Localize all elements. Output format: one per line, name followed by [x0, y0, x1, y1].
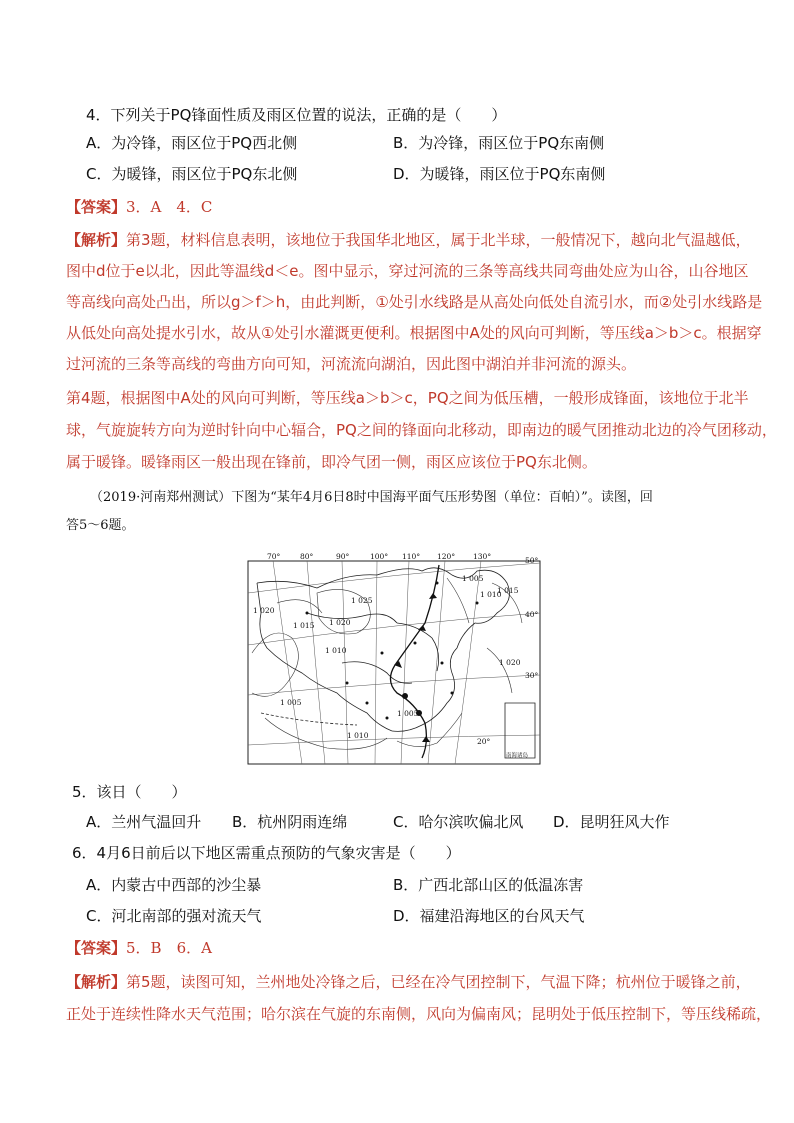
map-lon-label: 110° [402, 553, 421, 561]
analysis-line-7: 球，气旋旋转方向为逆时针向中心辐合，PQ之间的锋面向北移动，即南边的暖气团推动北边的冷气团移动， [66, 421, 777, 439]
map-lon-label: 70° [267, 553, 281, 561]
answer-block-2 [66, 938, 212, 958]
analysis-2-line-1: 【解析】第5题，读图可知，兰州地处冷锋之后，已经在冷气团控制下，气温下降；杭州位于暖锋之前， [66, 973, 751, 991]
map-isobar-label: 1 005 [280, 698, 302, 707]
map-isobar-label: 1 005 [397, 709, 419, 718]
map-lat-label: 20° [477, 737, 491, 746]
analysis-line-8: 属于暖锋。暖锋雨区一般出现在锋前，即冷气团一侧，雨区应该位于PQ东北侧。 [66, 453, 597, 471]
question-6-stem: 6．4月6日前后以下地区需重点预防的气象灾害是（ ） [72, 844, 461, 862]
section-intro-line-1: （2019·河南郑州测试）下图为“某年4月6日8时中国海平面气压形势图（单位：百帕）”。读图，回 [90, 490, 653, 505]
map-isobar-label: 1 010 [325, 646, 347, 655]
answer-label: 【答案】 [66, 198, 127, 216]
answer-label: 【答案】 [66, 939, 127, 957]
analysis-label: 【解析】 [66, 973, 127, 991]
map-isobar-label: 1 020 [329, 618, 351, 627]
answer-text: 5．B 6．A [126, 939, 212, 957]
answer-text: 3．A 4．C [126, 198, 213, 216]
map-isobar-label: 1 010 [480, 590, 502, 599]
analysis-line-1: 【解析】第3题，材料信息表明，该地位于我国华北地区，属于北半球，一般情况下，越向北气温越低， [66, 231, 751, 249]
question-4-stem: 4．下列关于PQ锋面性质及雨区位置的说法，正确的是（ ） [86, 106, 507, 124]
analysis-line-3: 等高线向高处凸出，所以g＞f＞h，由此判断，①处引水线路是从高处向低处自流引水，而②处引水线路是 [66, 293, 763, 311]
map-inset-label: 南海诸岛 [506, 753, 529, 759]
analysis-line-6: 第4题，根据图中A处的风向可判断，等压线a＞b＞c，PQ之间为低压槽，一般形成锋面，该地位于北半 [66, 389, 749, 407]
map-isobar-label: 1 010 [347, 731, 369, 740]
question-5-option-b: B．杭州阴雨连绵 [232, 813, 348, 831]
question-6-option-b: B．广西北部山区的低温冻害 [393, 876, 584, 894]
answer-block-1 [66, 197, 212, 217]
map-lat-label: 30° [525, 671, 539, 680]
question-5-option-a: A．兰州气温回升 [86, 813, 202, 831]
sea-level-pressure-map [247, 553, 541, 765]
analysis-line-5: 过河流的三条等高线的弯曲方向可知，河流流向湖泊，因此图中湖泊并非河流的源头。 [66, 355, 637, 373]
map-lat-label: 40° [525, 610, 539, 619]
map-isobar-label: 1 015 [293, 621, 315, 630]
question-4-option-d: D．为暖锋，雨区位于PQ东南侧 [393, 165, 606, 183]
analysis-line-4: 从低处向高处提水引水，故从①处引水灌溉更便利。根据图中A处的风向可判断，等压线a＞b＞c。根据穿 [66, 324, 762, 342]
question-4-option-c: C．为暖锋，雨区位于PQ东北侧 [86, 165, 298, 183]
map-lat-label: 50° [525, 556, 539, 565]
map-isobar-label: 1 005 [462, 574, 484, 583]
map-lon-label: 100° [370, 553, 389, 561]
map-lon-label: 90° [336, 553, 350, 561]
question-5-option-c: C．哈尔滨吹偏北风 [393, 813, 524, 831]
map-lon-label: 120° [437, 553, 456, 561]
question-5-stem: 5．该日（ ） [72, 783, 187, 801]
analysis-line-2: 图中d位于e以北，因此等温线d＜e。图中显示，穿过河流的三条等高线共同弯曲处应为山谷，山谷地区 [66, 262, 749, 280]
question-6-option-d: D．福建沿海地区的台风天气 [393, 907, 585, 925]
map-isobar-label: 1 020 [253, 606, 275, 615]
question-6-option-c: C．河北南部的强对流天气 [86, 907, 262, 925]
question-4-option-a: A．为冷锋，雨区位于PQ西北侧 [86, 134, 298, 152]
question-4-option-b: B．为冷锋，雨区位于PQ东南侧 [393, 134, 605, 152]
question-6-option-a: A．内蒙古中西部的沙尘暴 [86, 876, 262, 894]
question-5-option-d: D．昆明狂风大作 [553, 813, 670, 831]
map-isobar-label: 1 015 [497, 586, 519, 595]
map-lon-label: 80° [300, 553, 314, 561]
analysis-2-line-2: 正处于连续性降水天气范围；哈尔滨在气旋的东南侧，风向为偏南风；昆明处于低压控制下，等压线稀疏， [66, 1005, 772, 1023]
analysis-label: 【解析】 [66, 231, 127, 249]
map-lon-label: 130° [473, 553, 492, 561]
section-intro-line-2: 答5～6题。 [66, 518, 135, 533]
map-isobar-label: 1 025 [351, 596, 373, 605]
map-isobar-label: 1 020 [499, 658, 521, 667]
